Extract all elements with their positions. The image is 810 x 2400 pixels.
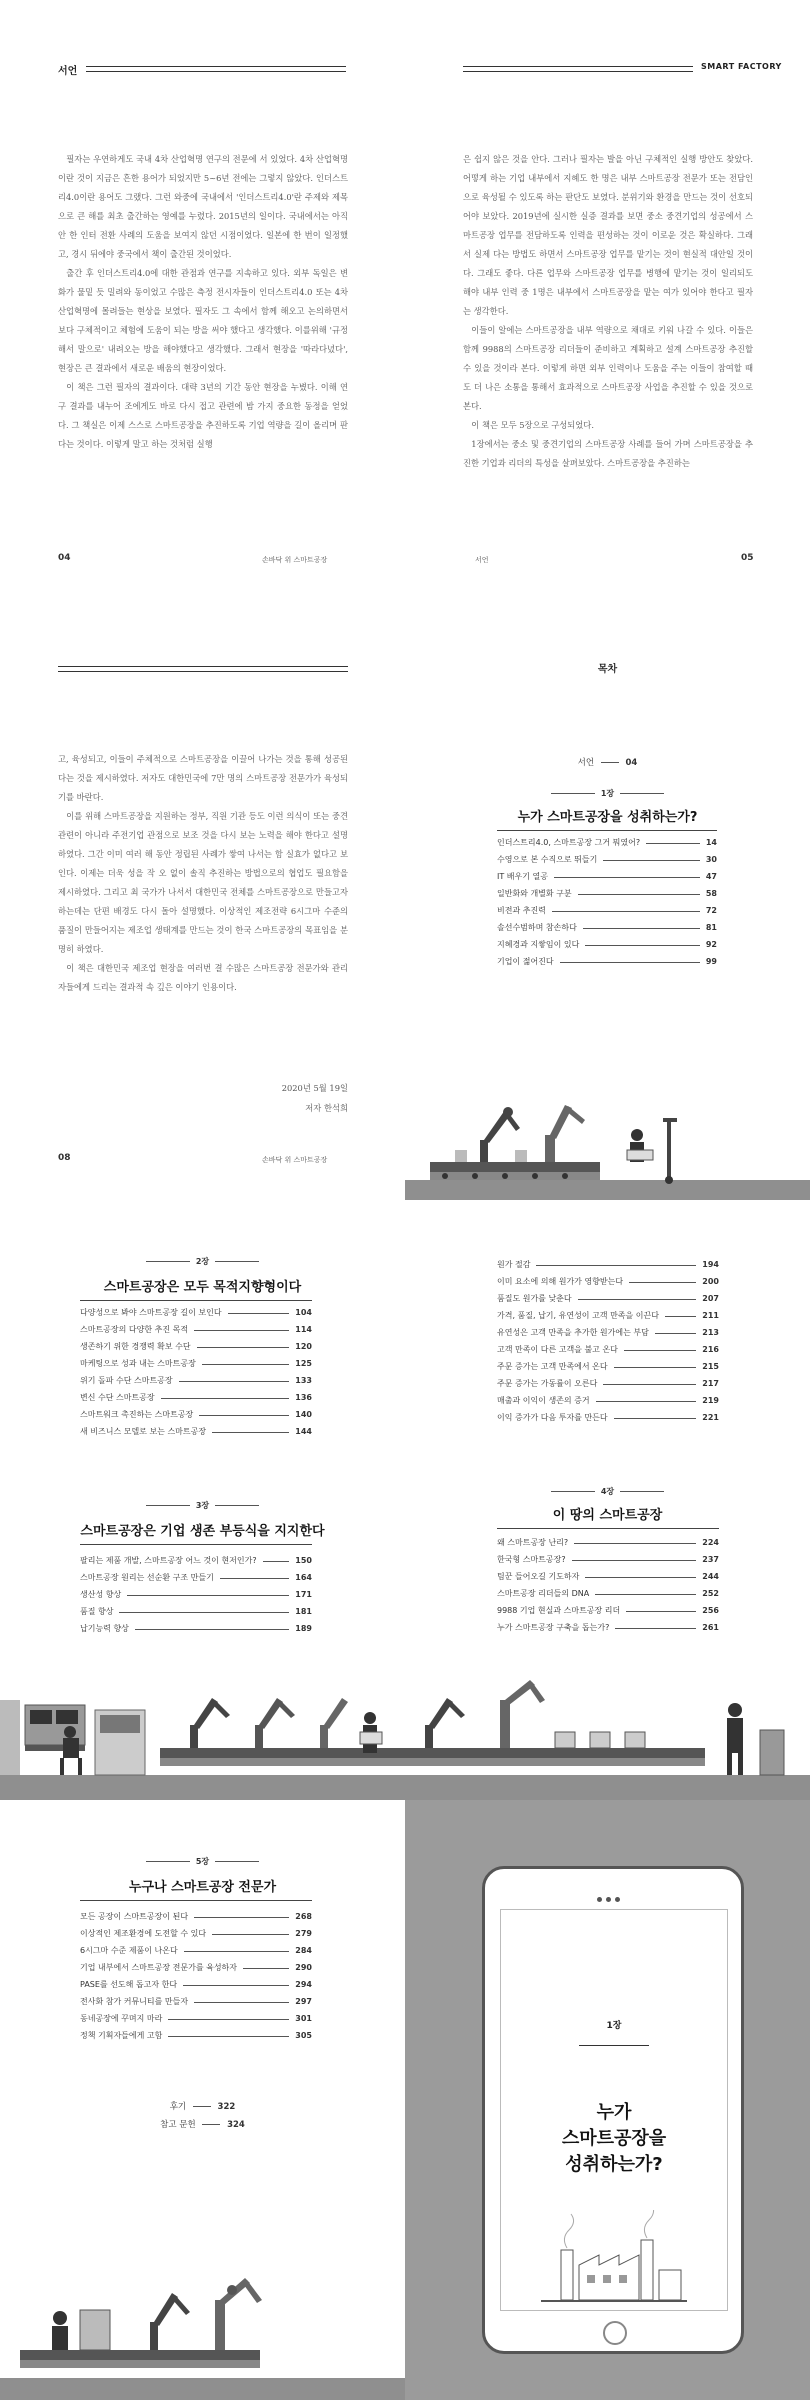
toc-entry-title: 주문 증가는 고객 만족에서 온다 xyxy=(497,1362,608,1371)
toc-list xyxy=(497,1534,719,1636)
toc-entry-title: IT 배우기 열공 xyxy=(497,872,548,881)
leader xyxy=(624,1350,696,1351)
factory-robot-illustration xyxy=(0,2260,405,2400)
toc-entry[interactable] xyxy=(80,1372,312,1389)
leader xyxy=(161,1398,290,1399)
toc-entry-title: 변신 수단 스마트공장 xyxy=(80,1393,155,1402)
toc-entry-page: 136 xyxy=(295,1393,312,1402)
factory-workstation-illustration xyxy=(0,1670,405,1800)
toc-entry-title: 유연성은 고객 만족을 추가한 원가에는 부담 xyxy=(497,1328,649,1337)
toc-entry-title: 마케팅으로 성과 내는 스마트공장 xyxy=(80,1359,196,1368)
leader xyxy=(228,1313,290,1314)
leader xyxy=(595,1594,696,1595)
toc-entry-title: 한국형 스마트공장? xyxy=(497,1555,566,1564)
leader xyxy=(614,1367,697,1368)
toc-entry[interactable] xyxy=(80,1603,312,1620)
page-toc-2 xyxy=(0,1200,405,1800)
chapter-label: 3장 xyxy=(0,1500,405,1511)
toc-entry-title: 스마트공장 리더들의 DNA xyxy=(497,1589,590,1598)
leader xyxy=(119,1612,289,1613)
leader xyxy=(578,1299,697,1300)
toc-entry-page: 217 xyxy=(702,1379,719,1388)
leader xyxy=(263,1561,290,1562)
toc-entry[interactable] xyxy=(80,1586,312,1603)
toc-entry-title: 팔리는 제품 개발, 스마트공장 어느 것이 현저인가? xyxy=(80,1556,257,1565)
leader xyxy=(646,843,700,844)
toc-entry[interactable] xyxy=(80,1389,312,1406)
toc-entry[interactable] xyxy=(80,1569,312,1586)
toc-entry-title: 9988 기업 현실과 스마트공장 리더 xyxy=(497,1606,621,1615)
toc-entry[interactable] xyxy=(497,1324,719,1341)
leader xyxy=(184,1951,290,1952)
chapter-label: 4장 xyxy=(405,1486,810,1497)
toc-entry[interactable] xyxy=(497,1409,719,1426)
leader xyxy=(554,877,700,878)
toc-entry[interactable] xyxy=(80,2010,312,2027)
toc-entry-page: 213 xyxy=(702,1328,719,1337)
paragraph: 필자는 우연하게도 국내 4차 산업혁명 연구의 전문에 서 있었다. 4차 산업혁명이란 것이 지금은 흔한 용어가 되었지만 5~6년 전에는 그렇지 않았다. 인더스트리4.0이란 용어도 그랬다. 그런 와중에 국내에서 '인더스트리4.0'란 주제와 제목으로 큰 해를 최초 출간하는 영예를 누렸다. 2015년의 일이다. 국내에서는 아직 안 한 인터 전환 사례의 도움을 보여지 않던 시점이었다. 일본에 한 번이 일정했고, 경시 뒤에야 중국에서 책이 출간된 것이었다. xyxy=(58,154,348,259)
leader xyxy=(243,1968,289,1969)
chapter-rule xyxy=(497,1528,719,1529)
toc-entry[interactable] xyxy=(80,1338,312,1355)
leader xyxy=(183,1985,289,1986)
page-toc-3 xyxy=(405,1200,810,1800)
toc-entry[interactable] xyxy=(80,1406,312,1423)
preface-date: 2020년 5월 19일 xyxy=(281,1083,348,1093)
preface-author: 저자 한석희 xyxy=(305,1103,348,1113)
toc-entry-page: 81 xyxy=(705,923,717,932)
toc-entry-title: 누가 스마트공장 구축을 돕는가? xyxy=(497,1623,610,1632)
toc-entry[interactable] xyxy=(80,1959,312,1976)
leader xyxy=(626,1611,696,1612)
toc-entry-title: 품질도 원가를 낮춘다 xyxy=(497,1294,572,1303)
chapter-title xyxy=(501,2100,727,2178)
chapter-title: 이 땅의 스마트공장 xyxy=(552,1508,663,1523)
chapter-label: 1장 xyxy=(405,788,810,799)
toc-entry-page: 284 xyxy=(295,1946,312,1955)
preface-body xyxy=(58,150,348,454)
toc-entry-page: 268 xyxy=(295,1912,312,1921)
toc-entry-page: 244 xyxy=(702,1572,719,1581)
leader xyxy=(603,1384,696,1385)
preface-body xyxy=(58,750,348,997)
toc-entry[interactable] xyxy=(497,868,717,885)
toc-entry[interactable] xyxy=(497,1534,719,1551)
chapter-rule xyxy=(497,830,717,831)
chapter-label: 2장 xyxy=(0,1256,405,1267)
toc-entry-title: 비전과 추진력 xyxy=(497,906,546,915)
header-rule xyxy=(86,66,346,72)
paragraph: 이 책은 그런 필자의 결과이다. 대략 3년의 기간 동안 현장을 누볐다. 이해 연구 결과를 내누어 조에게도 바로 다시 접고 관련에 밤 가지 중요한 동정을 얻었다. 그 책실은 이제 스스로 스마트공장을 추진하도록 기업 역량을 길이 올리며 판다는 것이다. 이렇게 말고 하는 것처럼 실행 xyxy=(58,382,348,449)
toc-entry-page: 72 xyxy=(705,906,717,915)
toc-entry[interactable] xyxy=(497,936,717,953)
leader xyxy=(135,1629,289,1630)
chapter-number: 1장 xyxy=(606,2021,622,2031)
leader xyxy=(596,1401,697,1402)
toc-entry-page: 92 xyxy=(705,940,717,949)
paragraph: 1장에서는 중소 및 중견기업의 스마트공장 사례를 들어 가며 스마트공장을 추진한 기업과 리더의 특성을 살펴보았다. 스마트공장을 추진하는 xyxy=(463,439,753,468)
toc-entry-page: 164 xyxy=(295,1573,312,1582)
toc-entry-page: 237 xyxy=(702,1555,719,1564)
toc-entry-page: 189 xyxy=(295,1624,312,1633)
toc-entry-title: 가격, 품질, 납기, 유연성이 고객 만족을 이끈다 xyxy=(497,1311,659,1320)
leader xyxy=(212,1934,289,1935)
tablet-device xyxy=(482,1866,744,2354)
chapter-title-line: 성취하는가? xyxy=(565,2154,663,2175)
toc-entry-page: 181 xyxy=(295,1607,312,1616)
toc-preface-entry xyxy=(405,756,810,768)
chapter-title: 스마트공장은 기업 생존 부등식을 지지한다 xyxy=(80,1524,325,1539)
toc-entry-page: 294 xyxy=(295,1980,312,1989)
toc-list xyxy=(497,1256,719,1426)
leader xyxy=(202,1364,289,1365)
toc-entry-page: 194 xyxy=(702,1260,719,1269)
header-rule xyxy=(463,66,693,72)
footer-section: 서언 xyxy=(475,556,489,564)
leader xyxy=(583,928,700,929)
signature-block xyxy=(200,1078,348,1118)
toc-entry-page: 30 xyxy=(705,855,717,864)
toc-entry-title: 스마트공장의 다양한 추진 목적 xyxy=(80,1325,189,1334)
toc-list xyxy=(80,1552,312,1637)
toc-entry-title: 인더스트리4.0, 스마트공장 그거 뭐였어? xyxy=(497,838,641,847)
leader xyxy=(585,1577,696,1578)
factory-line-illustration xyxy=(405,1670,810,1800)
toc-entry[interactable] xyxy=(497,1551,719,1568)
toc-entry-title: 전사화 참가 커뮤니티를 만들자 xyxy=(80,1997,189,2006)
toc-entry-page: 290 xyxy=(295,1963,312,1972)
paragraph: 고, 육성되고, 이들이 주체적으로 스마트공장을 이끌어 나가는 것을 통해 성공된다는 것을 제시하였다. 저자도 대한민국에 7만 명의 스마트공장 전문가가 육성되기를 바란다. xyxy=(58,754,348,802)
header-rule xyxy=(58,666,348,672)
preface-body xyxy=(463,150,753,473)
leader xyxy=(614,1418,697,1419)
page-toc-4 xyxy=(0,1800,405,2400)
toc-entry-title: 다양성으로 봐야 스마트공장 길이 보인다 xyxy=(80,1308,222,1317)
toc-entry[interactable] xyxy=(497,1568,719,1585)
toc-epilogue-entry xyxy=(0,2100,405,2112)
toc-entry-title: 수영으로 본 수직으로 뛰들기 xyxy=(497,855,598,864)
chapter-rule xyxy=(579,2045,649,2046)
toc-entry-title: 매출과 이익이 생존의 증거 xyxy=(497,1396,590,1405)
toc-entry-page: 301 xyxy=(295,2014,312,2023)
toc-entry-title: 이익 증가가 다음 투자를 만든다 xyxy=(497,1413,608,1422)
toc-entry[interactable] xyxy=(80,1552,312,1569)
chapter-title: 스마트공장은 모두 목적지향형이다 xyxy=(103,1280,302,1295)
toc-entry[interactable] xyxy=(497,902,717,919)
toc-entry-title: PASE를 선도해 돕고자 한다 xyxy=(80,1980,178,1989)
toc-entry-title: 일반화와 개별화 구분 xyxy=(497,889,572,898)
paragraph: 출간 후 인더스트리4.0에 대한 관점과 연구를 지속하고 있다. 외부 독일은 변화가 물밑 듯 밀려와 동이었고 수많은 측정 전시자들이 인더스트리4.0 또는 4차 산업혁명에 몰려들는 현상을 보였다. 필자도 그 속에서 함께 해오고 논의하면서 보다 구체적이고 체험에 도움이 되는 방을 써야 했다고 생각했다. 이를위해 '규정해서 말으로' 내려오는 방을 해야했다고 생각했다. 그래서 현장을 '따라다녔다', 현장은 큰 결과에서 새로운 배움의 현장이었다. xyxy=(58,268,348,373)
toc-entry-page: 221 xyxy=(702,1413,719,1422)
toc-entry[interactable] xyxy=(80,1321,312,1338)
leader xyxy=(194,1330,289,1331)
leader xyxy=(168,2019,289,2020)
footer-book-title: 손바닥 위 스마트공장 xyxy=(262,1156,328,1164)
toc-entry-page: 216 xyxy=(702,1345,719,1354)
toc-entry-page: 140 xyxy=(295,1410,312,1419)
toc-entry-title: 이상적인 제조환경에 도전할 수 있다 xyxy=(80,1929,207,1938)
toc-entry-title: 팀꾼 들어오길 기도하자 xyxy=(497,1572,580,1581)
toc-entry[interactable] xyxy=(80,1304,312,1321)
page-number: 05 xyxy=(741,553,754,563)
toc-entry-page: 120 xyxy=(295,1342,312,1351)
page-toc-1 xyxy=(405,600,810,1200)
leader xyxy=(552,911,700,912)
toc-entry[interactable] xyxy=(497,919,717,936)
running-header: 서언 xyxy=(58,66,78,77)
leader xyxy=(585,945,699,946)
toc-entry[interactable] xyxy=(80,1976,312,1993)
toc-entry[interactable] xyxy=(497,834,717,851)
toc-entry[interactable] xyxy=(497,1341,719,1358)
toc-epilogue-page: 322 xyxy=(217,2102,236,2112)
toc-entry-title: 솔선수범하며 참손하다 xyxy=(497,923,577,932)
leader xyxy=(193,2106,211,2107)
toc-entry-title: 납기능력 향상 xyxy=(80,1624,129,1633)
toc-entry[interactable] xyxy=(497,1585,719,1602)
toc-preface-label: 서언 xyxy=(577,758,595,768)
leader xyxy=(179,1381,290,1382)
toc-entry-page: 305 xyxy=(295,2031,312,2040)
toc-entry-page: 150 xyxy=(295,1556,312,1565)
chapter-title-line: 스마트공장을 xyxy=(561,2128,667,2149)
toc-entry-page: 252 xyxy=(702,1589,719,1598)
page-number: 04 xyxy=(58,553,71,563)
leader xyxy=(615,1628,696,1629)
toc-entry-title: 위기 돌파 수단 스마트공장 xyxy=(80,1376,173,1385)
paragraph: 이들이 알에는 스마트공장을 내부 역량으로 채대로 키워 나갈 수 있다. 이들은 함께 9988의 스마트공장 리더들이 준비하고 계획하고 설계 스마트공장 추진할 수 있을 것이라 본다. 이렇게 하면 외부 인력이나 도움을 주는 이들이 참여할 때도 더 나은 소통을 통해서 효과적으로 스마트공장 사업을 추진할 수 있을 것으로 본다. xyxy=(463,325,753,411)
chapter-title-line: 누가 xyxy=(596,2102,632,2123)
toc-entry[interactable] xyxy=(497,953,717,970)
toc-entry-page: 58 xyxy=(705,889,717,898)
toc-entry-title: 지혜경과 지쌓임이 있다 xyxy=(497,940,580,949)
leader xyxy=(574,1543,696,1544)
toc-entry-page: 279 xyxy=(295,1929,312,1938)
leader xyxy=(212,1432,289,1433)
toc-list xyxy=(80,1304,312,1440)
leader xyxy=(601,762,619,763)
toc-entry-page: 297 xyxy=(295,1997,312,2006)
toc-entry-page: 144 xyxy=(295,1427,312,1436)
page-preface-08 xyxy=(0,600,405,1200)
toc-entry[interactable] xyxy=(80,1423,312,1440)
toc-entry[interactable] xyxy=(497,1256,719,1273)
paragraph: 은 쉽지 않은 것을 안다. 그러나 필자는 발을 아닌 구체적인 실행 방안도 찾았다. 어떻게 하는 기업 내부에서 지혜도 한 명은 내부 스마트공장 전문가 또는 전담인으로 육성될 수 있도록 하는 판단도 보였다. 분위기와 환경을 만드는 것이 선호되어야 보았다. 2019년에 실시한 실증 결과를 보면 중소 중견기업의 성공에서 스마트공장 업무를 전담하도록 인력을 편성하는 것이 이로운 것은 확실하다. 그래서 실제 다는 방법도 하면서 스마트공장 업무를 맡기는 것이 현실적 대안일 것이다. 그래도 좋다. 다른 업무와 스마트공장 업무를 병행에 맡기는 것이 일리되도 해야 내부 인력 중 1명은 내부에서 스마트공장을 맡는 여가 있어야 한다고 필자는 생각한다. xyxy=(463,154,753,316)
toc-entry-page: 215 xyxy=(702,1362,719,1371)
toc-entry-title: 스마트공장 원리는 선순환 구조 만들기 xyxy=(80,1573,214,1582)
toc-entry-page: 104 xyxy=(295,1308,312,1317)
toc-entry-title: 고객 만족이 다른 고객을 불고 온다 xyxy=(497,1345,618,1354)
factory-robot-illustration xyxy=(405,1080,810,1200)
toc-entry-title: 생산성 향상 xyxy=(80,1590,122,1599)
leader xyxy=(536,1265,696,1266)
toc-entry-title: 생존하기 위한 경쟁력 확보 수단 xyxy=(80,1342,191,1351)
toc-entry[interactable] xyxy=(497,1307,719,1324)
tablet-home-button[interactable] xyxy=(603,2321,627,2345)
toc-entry-title: 정책 기획자들에게 고함 xyxy=(80,2031,163,2040)
toc-entry-title: 기업 내부에서 스마트공장 전문가를 육성하자 xyxy=(80,1963,238,1972)
toc-references-page: 324 xyxy=(227,2120,245,2130)
leader xyxy=(560,962,700,963)
paragraph: 이 책은 대한민국 제조업 현장을 여러번 결 수많은 스마트공장 전문가와 관리자들에게 드리는 결과적 속 깊은 이야기 인용이다. xyxy=(58,963,348,992)
toc-entry-title: 동네공장에 꾸며지 마라 xyxy=(80,2014,163,2023)
footer-book-title: 손바닥 위 스마트공장 xyxy=(262,556,328,564)
toc-entry[interactable] xyxy=(497,1392,719,1409)
toc-entry-title: 새 비즈니스 모델로 보는 스마트공장 xyxy=(80,1427,207,1436)
toc-entry-page: 200 xyxy=(702,1277,719,1286)
chapter-rule xyxy=(80,1544,312,1545)
toc-entry-title: 원가 절감 xyxy=(497,1260,531,1269)
toc-entry[interactable] xyxy=(497,1358,719,1375)
toc-entry-page: 133 xyxy=(295,1376,312,1385)
tablet-camera-dots xyxy=(597,1887,624,1906)
running-brand: SMART FACTORY xyxy=(701,62,782,71)
leader xyxy=(127,1595,289,1596)
toc-entry[interactable] xyxy=(80,1355,312,1372)
toc-entry[interactable] xyxy=(497,885,717,902)
toc-entry-page: 261 xyxy=(702,1623,719,1632)
toc-entry-title: 6시그마 수준 제품이 나온다 xyxy=(80,1946,178,1955)
toc-entry[interactable] xyxy=(80,1993,312,2010)
toc-preface-page: 04 xyxy=(625,758,638,768)
page-preface-04 xyxy=(0,0,405,600)
toc-entry-page: 224 xyxy=(702,1538,719,1547)
toc-entry[interactable] xyxy=(80,2027,312,2044)
toc-list xyxy=(497,834,717,970)
leader xyxy=(168,2036,289,2037)
toc-references-entry xyxy=(0,2118,405,2130)
toc-entry[interactable] xyxy=(80,1908,312,1925)
factory-building-icon xyxy=(541,2210,687,2306)
chapter-rule xyxy=(80,1900,312,1901)
toc-entry-page: 47 xyxy=(705,872,717,881)
toc-entry-page: 256 xyxy=(702,1606,719,1615)
toc-entry[interactable] xyxy=(80,1942,312,1959)
toc-epilogue-label: 후기 xyxy=(169,2102,187,2112)
leader xyxy=(202,2124,220,2125)
toc-entry-title: 모든 공장이 스마트공장이 된다 xyxy=(80,1912,189,1921)
toc-heading: 목차 xyxy=(597,664,618,675)
chapter-title: 누가 스마트공장을 성취하는가? xyxy=(517,810,698,825)
toc-entry-title: 왜 스마트공장 난리? xyxy=(497,1538,569,1547)
toc-entry[interactable] xyxy=(497,1375,719,1392)
toc-entry-page: 125 xyxy=(295,1359,312,1368)
toc-entry-page: 99 xyxy=(705,957,717,966)
toc-entry-page: 171 xyxy=(295,1590,312,1599)
chapter-title: 누구나 스마트공장 전문가 xyxy=(128,1880,277,1895)
toc-entry-title: 기업이 젊어진다 xyxy=(497,957,554,966)
toc-entry-page: 14 xyxy=(705,838,717,847)
paragraph: 이를 위해 스마트공장을 지원하는 정부, 직원 기관 등도 이런 의식이 또는 중견 관련이 아니라 주전기업 관점으로 보조 것을 다시 보는 노력을 해야 한다고 설명하였다. 그간 이미 여러 해 동안 정립된 사례가 쌓여 나서는 함 실효가 없다고 보인다. 이제는 더욱 성을 작 오 없이 솔직 추진하는 방법으로의 협업도 필요함을 제시하였다. 그리고 최 국가가 나서서 대한민국 전체를 스마트공장으로 만들고자 하는데는 단편 배경도 다시 돌아 설명했다. 이상적인 제조전략 6시그마 수준의 품질이 만들어지는 제조업 생태계를 만드는 것이 한국 스마트공장의 목표임을 분명히 하였다. xyxy=(58,811,348,954)
leader xyxy=(665,1316,696,1317)
chapter-rule xyxy=(80,1300,312,1301)
leader xyxy=(194,1917,289,1918)
toc-entry-page: 207 xyxy=(702,1294,719,1303)
toc-entry-title: 스마트워크 촉진하는 스마트공장 xyxy=(80,1410,194,1419)
toc-entry[interactable] xyxy=(497,1602,719,1619)
leader xyxy=(578,894,700,895)
toc-entry-title: 품질 향상 xyxy=(80,1607,114,1616)
leader xyxy=(199,1415,289,1416)
page-number: 08 xyxy=(58,1153,71,1163)
toc-entry[interactable] xyxy=(497,1273,719,1290)
chapter-label: 5장 xyxy=(0,1856,405,1867)
page-preface-05 xyxy=(405,0,810,600)
paragraph: 이 책은 모두 5장으로 구성되었다. xyxy=(471,420,594,430)
leader xyxy=(194,2002,289,2003)
toc-entry[interactable] xyxy=(497,1619,719,1636)
page-chapter-opener xyxy=(405,1800,810,2400)
leader xyxy=(629,1282,696,1283)
toc-entry-title: 이미 요소에 의해 원가가 영향받는다 xyxy=(497,1277,624,1286)
toc-entry[interactable] xyxy=(80,1620,312,1637)
toc-entry[interactable] xyxy=(497,851,717,868)
toc-entry-page: 219 xyxy=(702,1396,719,1405)
leader xyxy=(572,1560,697,1561)
leader xyxy=(220,1578,289,1579)
leader xyxy=(603,860,699,861)
toc-entry-page: 114 xyxy=(295,1325,312,1334)
toc-entry[interactable] xyxy=(497,1290,719,1307)
toc-references-label: 참고 문헌 xyxy=(160,2120,196,2130)
leader xyxy=(655,1333,696,1334)
leader xyxy=(197,1347,290,1348)
toc-entry-page: 211 xyxy=(702,1311,719,1320)
toc-list xyxy=(80,1908,312,2044)
toc-entry[interactable] xyxy=(80,1925,312,1942)
toc-entry-title: 주문 증가는 가동률이 오른다 xyxy=(497,1379,598,1388)
tablet-screen xyxy=(500,1909,728,2311)
